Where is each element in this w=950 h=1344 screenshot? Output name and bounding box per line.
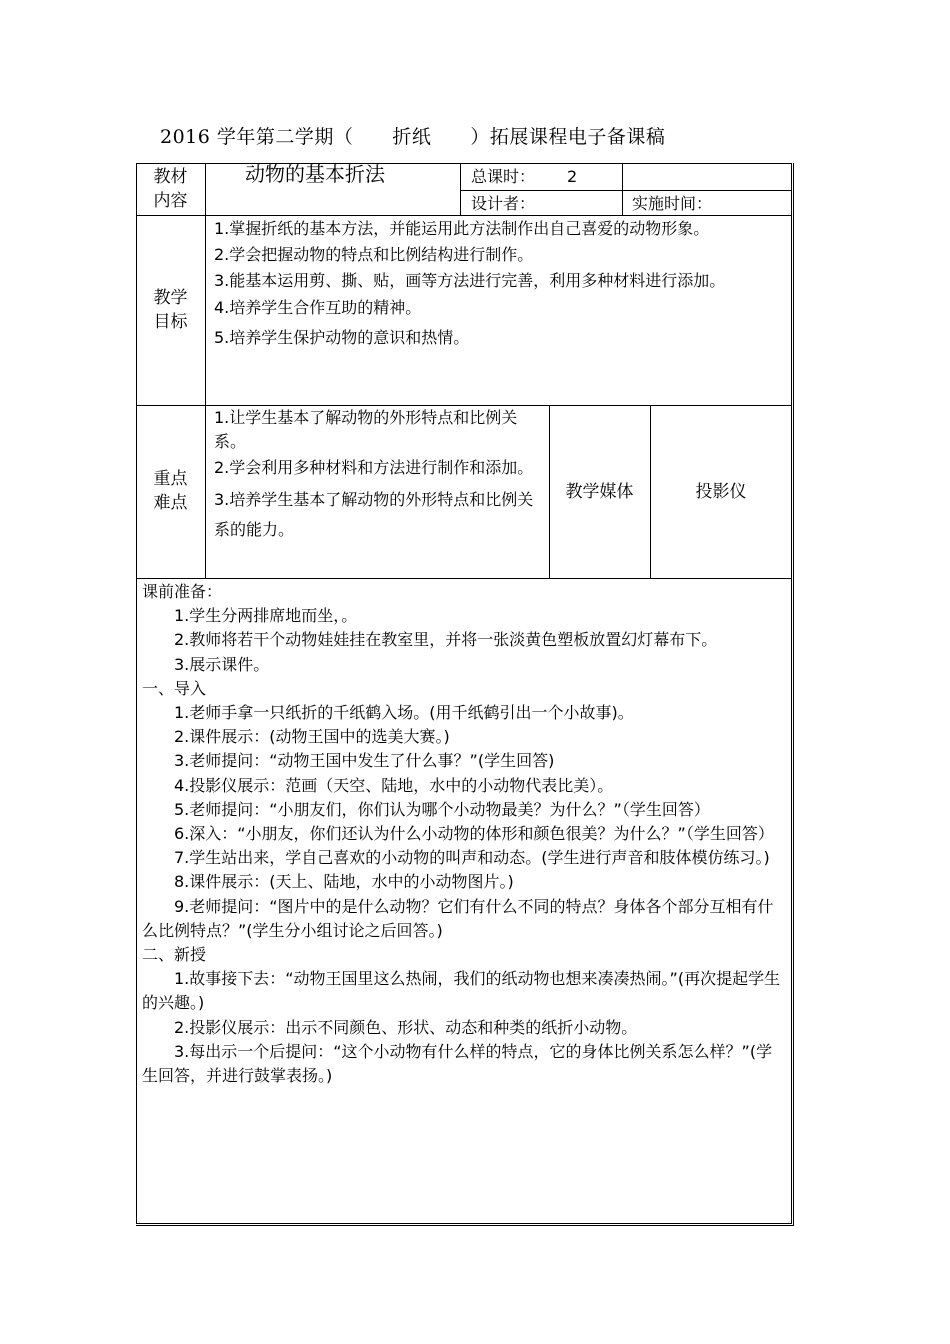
intro-item: 1.老师手拿一只纸折的千纸鹤入场。(用千纸鹤引出一个小故事)。 [174,703,634,723]
keypoint-item: 3.培养学生基本了解动物的外形特点和比例关系的能力。 [214,489,534,539]
goal-item: 2.学会把握动物的特点和比例结构进行制作。 [214,245,534,265]
intro-item: 5.老师提问：“小朋友们，你们认为哪个小动物最美？为什么？”（学生回答） [174,799,710,819]
intro-item: 8.课件展示：(天上、陆地，水中的小动物图片。) [174,872,514,892]
goals-list [214,217,786,350]
intro-item: 7.学生站出来，学自己喜欢的小动物的叫声和动态。(学生进行声音和肢体模仿练习。) [174,848,770,868]
document-title: 2016 学年第二学期（ 折纸 ）拓展课程电子备课稿 [160,126,666,148]
teaching-process [142,580,787,1088]
intro-item: 6.深入：“小朋友，你们还认为什么小动物的体形和颜色很美？为什么？”（学生回答） [174,824,774,844]
keypoint-item: 2.学会利用多种材料和方法进行制作和添加。 [214,458,534,478]
goals-label: 教学 目标 [153,288,188,332]
new-lesson-item: 1.故事接下去：“动物王国里这么热闹，我们的纸动物也想来凑凑热闹。”(再次提起学生的兴趣。) [142,969,781,1013]
keypoints-list [214,406,544,545]
row-divider-header-mid [460,190,792,191]
new-lesson-item: 2.投影仪展示：出示不同颜色、形状、动态和种类的纸折小动物。 [174,1017,638,1037]
goal-item: 5.培养学生保护动物的意识和热情。 [214,327,470,347]
total-hours-value: 2 [567,167,578,186]
section-heading-intro: 一、导入 [142,678,207,698]
col-divider-label [205,163,206,578]
designer-label: 设计者： [471,194,536,213]
keypoint-item: 1.让学生基本了解动物的外形特点和比例关系。 [214,408,518,452]
section-heading-new-lesson: 二、新授 [142,945,207,965]
row-divider-keypoints-bottom [136,578,792,579]
goal-item: 1.掌握折纸的基本方法，并能运用此方法制作出自己喜爱的动物形象。 [214,219,710,238]
media-value: 投影仪 [695,482,747,502]
goal-item: 4.培养学生合作互助的精神。 [214,297,422,317]
date-label: 实施时间： [632,194,713,213]
intro-item: 2.课件展示：(动物王国中的选美大赛。) [174,727,450,747]
prep-item: 3.展示课件。 [174,654,270,674]
keypoints-label: 重点 难点 [153,469,188,513]
intro-item: 9.老师提问：“图片中的是什么动物？它们有什么不同的特点？身体各个部分互相有什么比例特点？”(学生分小组讨论之后回答。) [142,896,774,940]
content-title: 动物的基本折法 [245,162,385,186]
intro-item: 3.老师提问：“动物王国中发生了什么事？”(学生回答) [174,751,555,771]
material-label: 教材 内容 [153,167,188,211]
goal-item: 3.能基本运用剪、撕、贴，画等方法进行完善，利用多种材料进行添加。 [214,271,726,291]
intro-item: 4.投影仪展示：范画（天空、陆地，水中的小动物代表比美）。 [174,775,614,795]
new-lesson-item: 3.每出示一个后提问：“这个小动物有什么样的特点，它的身体比例关系怎么样？”(学生回答，并进行鼓掌表扬。) [142,1041,773,1086]
media-label: 教学媒体 [565,482,634,502]
prep-item: 1.学生分两排席地而坐，。 [174,606,358,626]
col-divider-header-1 [460,163,461,215]
col-divider-header-2 [622,163,623,215]
total-hours-label: 总课时： [471,167,536,186]
prep-heading: 课前准备： [142,582,223,601]
prep-item: 2.教师将若干个动物娃娃挂在教室里，并将一张淡黄色塑板放置幻灯幕布下。 [174,630,718,650]
